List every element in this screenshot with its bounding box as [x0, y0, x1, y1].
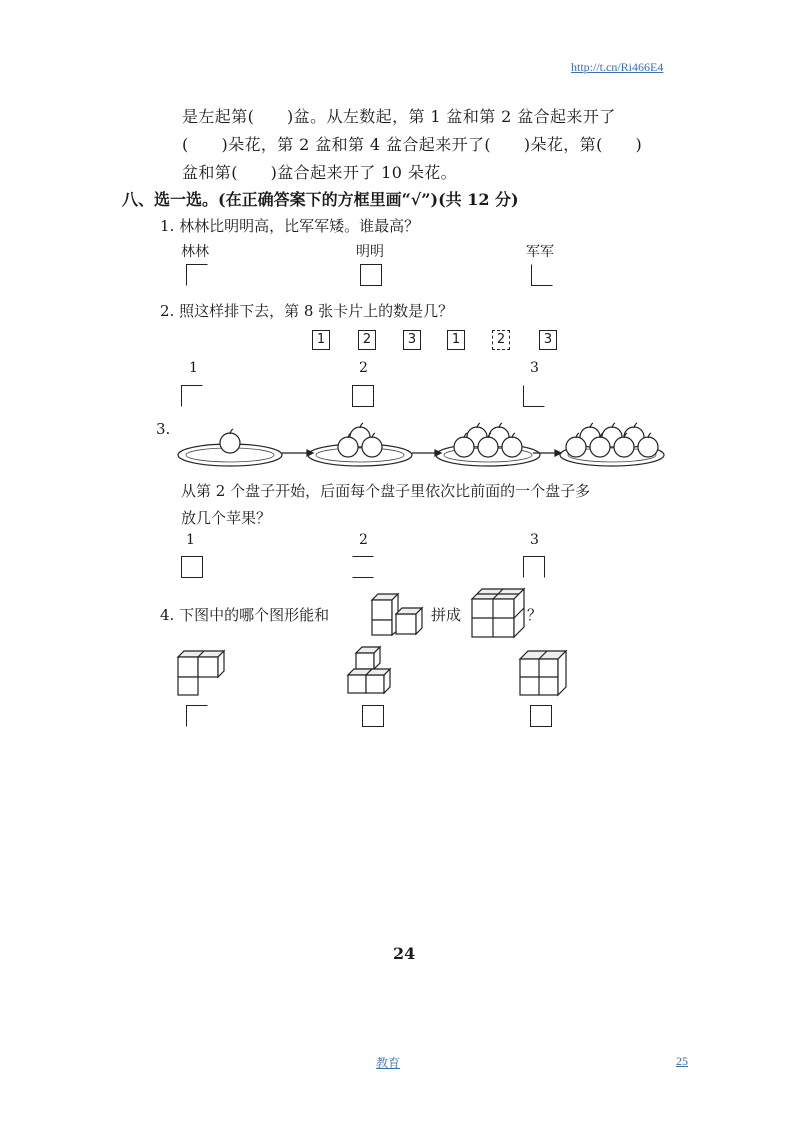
q3-answer-box-2[interactable]	[352, 556, 374, 578]
q2-answer-box-1[interactable]	[181, 385, 203, 407]
q3-option-label-1: 1	[186, 532, 195, 548]
apple-icon	[638, 437, 658, 457]
apple-plates	[178, 423, 664, 466]
q4-answer-box-3[interactable]	[530, 705, 552, 727]
page-number: 24	[393, 944, 416, 963]
apple-icon	[338, 437, 358, 457]
q4-text-before: 4. 下图中的哪个图形能和	[160, 606, 330, 624]
q1-answer-box-3[interactable]	[531, 264, 553, 286]
q3-answer-box-3[interactable]	[523, 556, 545, 578]
q4-option-figure-1	[174, 645, 230, 697]
section-title: 八、选一选。(在正确答案下的方框里画“√”)(共 12 分)	[122, 190, 519, 209]
q4-option-figure-3	[516, 645, 572, 697]
q3-option-label-2: 2	[359, 532, 368, 548]
q2-text: 2. 照这样排下去，第 8 张卡片上的数是几？	[160, 302, 454, 320]
footer-page-link[interactable]: 25	[676, 1054, 688, 1068]
intro-line-1: 是左起第( )盆。从左数起，第 1 盆和第 2 盆合起来开了	[182, 107, 616, 126]
apple-icon	[362, 437, 382, 457]
q4-given-shape	[368, 588, 428, 638]
q2-card-3: 3	[403, 330, 421, 350]
q2-option-label-2: 2	[359, 360, 368, 376]
intro-line-2: ( )朵花，第 2 盆和第 4 盆合起来开了( )朵花，第( )	[182, 135, 643, 154]
q2-option-label-3: 3	[530, 360, 539, 376]
q1-option-label-3: 军军	[526, 244, 554, 260]
q4-option-figure-2	[344, 645, 404, 701]
footer-left-link[interactable]: 教育	[376, 1056, 401, 1070]
q4-target-shape	[470, 585, 528, 639]
apple-icon	[566, 437, 586, 457]
q3-apple-plates-figure	[170, 415, 670, 477]
q4-text-mid: 拼成	[431, 606, 462, 624]
q2-card-6: 3	[539, 330, 557, 350]
q4-answer-box-2[interactable]	[362, 705, 384, 727]
q2-card-4: 1	[447, 330, 465, 350]
q1-answer-box-1[interactable]	[186, 264, 208, 286]
q2-card-1: 1	[312, 330, 330, 350]
q3-text-line-2: 放几个苹果？	[181, 509, 272, 527]
apple-icon	[220, 433, 240, 453]
apple-icon	[454, 437, 474, 457]
apple-icon	[478, 437, 498, 457]
q3-number: 3.	[156, 420, 171, 438]
q1-answer-box-2[interactable]	[360, 264, 382, 286]
q3-option-label-3: 3	[530, 532, 539, 548]
q2-card-5: 2	[492, 330, 510, 350]
q2-card-2: 2	[358, 330, 376, 350]
q2-answer-box-2[interactable]	[352, 385, 374, 407]
q3-answer-box-1[interactable]	[181, 556, 203, 578]
q4-text-after: ？	[527, 606, 543, 624]
q1-option-label-2: 明明	[356, 244, 384, 260]
apple-icon	[502, 437, 522, 457]
q1-text: 1. 林林比明明高，比军军矮。谁最高？	[160, 217, 420, 235]
intro-line-3: 盆和第( )盆合起来开了 10 朵花。	[182, 163, 458, 182]
q4-answer-box-1[interactable]	[186, 705, 208, 727]
header-url[interactable]: http://t.cn/Ri466E4	[571, 60, 664, 74]
apple-icon	[614, 437, 634, 457]
q1-option-label-1: 林林	[181, 244, 209, 260]
apple-icon	[590, 437, 610, 457]
q3-text-line-1: 从第 2 个盘子开始，后面每个盘子里依次比前面的一个盘子多	[181, 482, 591, 500]
q2-option-label-1: 1	[189, 360, 198, 376]
q2-answer-box-3[interactable]	[523, 385, 545, 407]
